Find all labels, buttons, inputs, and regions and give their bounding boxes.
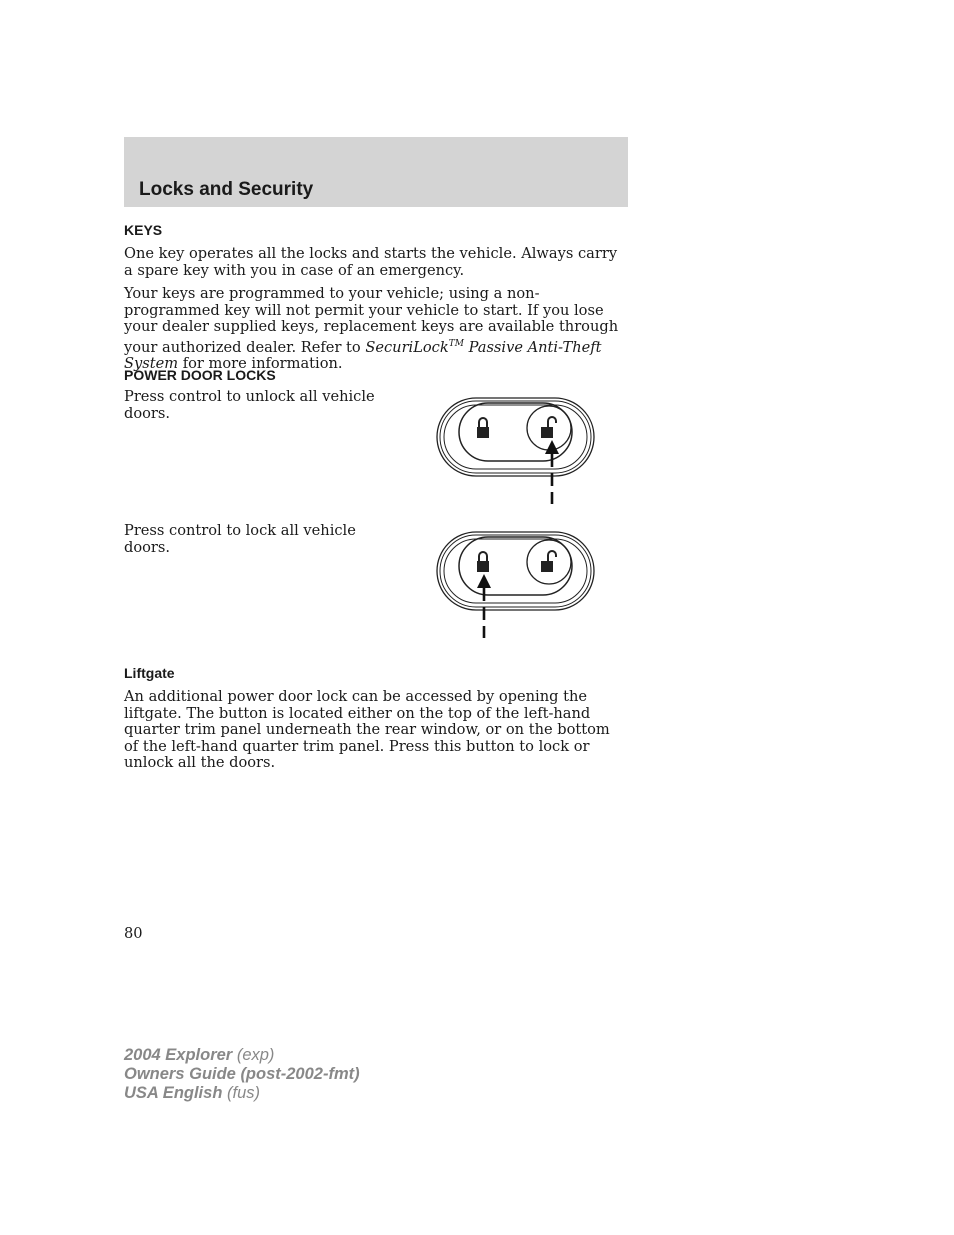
keys-heading: KEYS (124, 222, 163, 238)
section-header-band (124, 137, 628, 207)
lock-caption: Press control to lock all vehicle doors. (124, 522, 356, 556)
power-door-locks-heading: POWER DOOR LOCKS (124, 367, 276, 383)
footer-line-3 (124, 1084, 360, 1103)
liftgate-heading: Liftgate (124, 665, 175, 681)
footer-language-code: (fus) (222, 1084, 260, 1102)
anti-theft-reference: Passive Anti-Theft System (124, 338, 602, 372)
press-arrow (477, 574, 491, 638)
unlock-caption: Press control to unlock all vehicle doors. (124, 388, 375, 422)
lock-icon (477, 418, 489, 438)
unlock-icon (541, 551, 556, 572)
footer-language: USA English (124, 1084, 223, 1102)
lock-icon (477, 552, 489, 572)
document-footer (124, 1046, 360, 1103)
keys-paragraph-2-end: for more information. (178, 354, 343, 372)
footer-line-2 (124, 1065, 360, 1084)
unlock-icon (541, 417, 556, 438)
keys-paragraph-1: One key operates all the locks and starts the vehicle. Always carry a spare key with you in case of an emergency. (124, 245, 618, 279)
keys-paragraph-2-text: Your keys are programmed to your vehicle; using a non-programmed key will not permit your vehicle to start. If you lose your dealer supplied keys, replacement keys are available through your authorized dealer. Refer to (124, 285, 619, 356)
footer-model: 2004 Explorer (124, 1046, 233, 1064)
section-title: Locks and Security (139, 179, 314, 200)
footer-model-code: (exp) (232, 1046, 275, 1064)
page-number: 80 (124, 925, 143, 942)
footer-guide: Owners Guide (post-2002-fmt) (124, 1065, 360, 1083)
liftgate-paragraph: An additional power door lock can be accessed by opening the liftgate. The button is located either on the top of the left-hand quarter trim panel underneath the rear window, or on the bottom of the left-hand quarter trim panel. Press this button to lock or unlock all the doors. (124, 688, 610, 771)
securilock-reference: SecuriLock (365, 338, 449, 356)
keys-paragraph-2 (124, 286, 628, 372)
unlock-control-illustration (432, 394, 602, 508)
trademark-mark: TM (448, 338, 464, 349)
lock-control-illustration (432, 528, 602, 642)
footer-line-1 (124, 1046, 360, 1065)
